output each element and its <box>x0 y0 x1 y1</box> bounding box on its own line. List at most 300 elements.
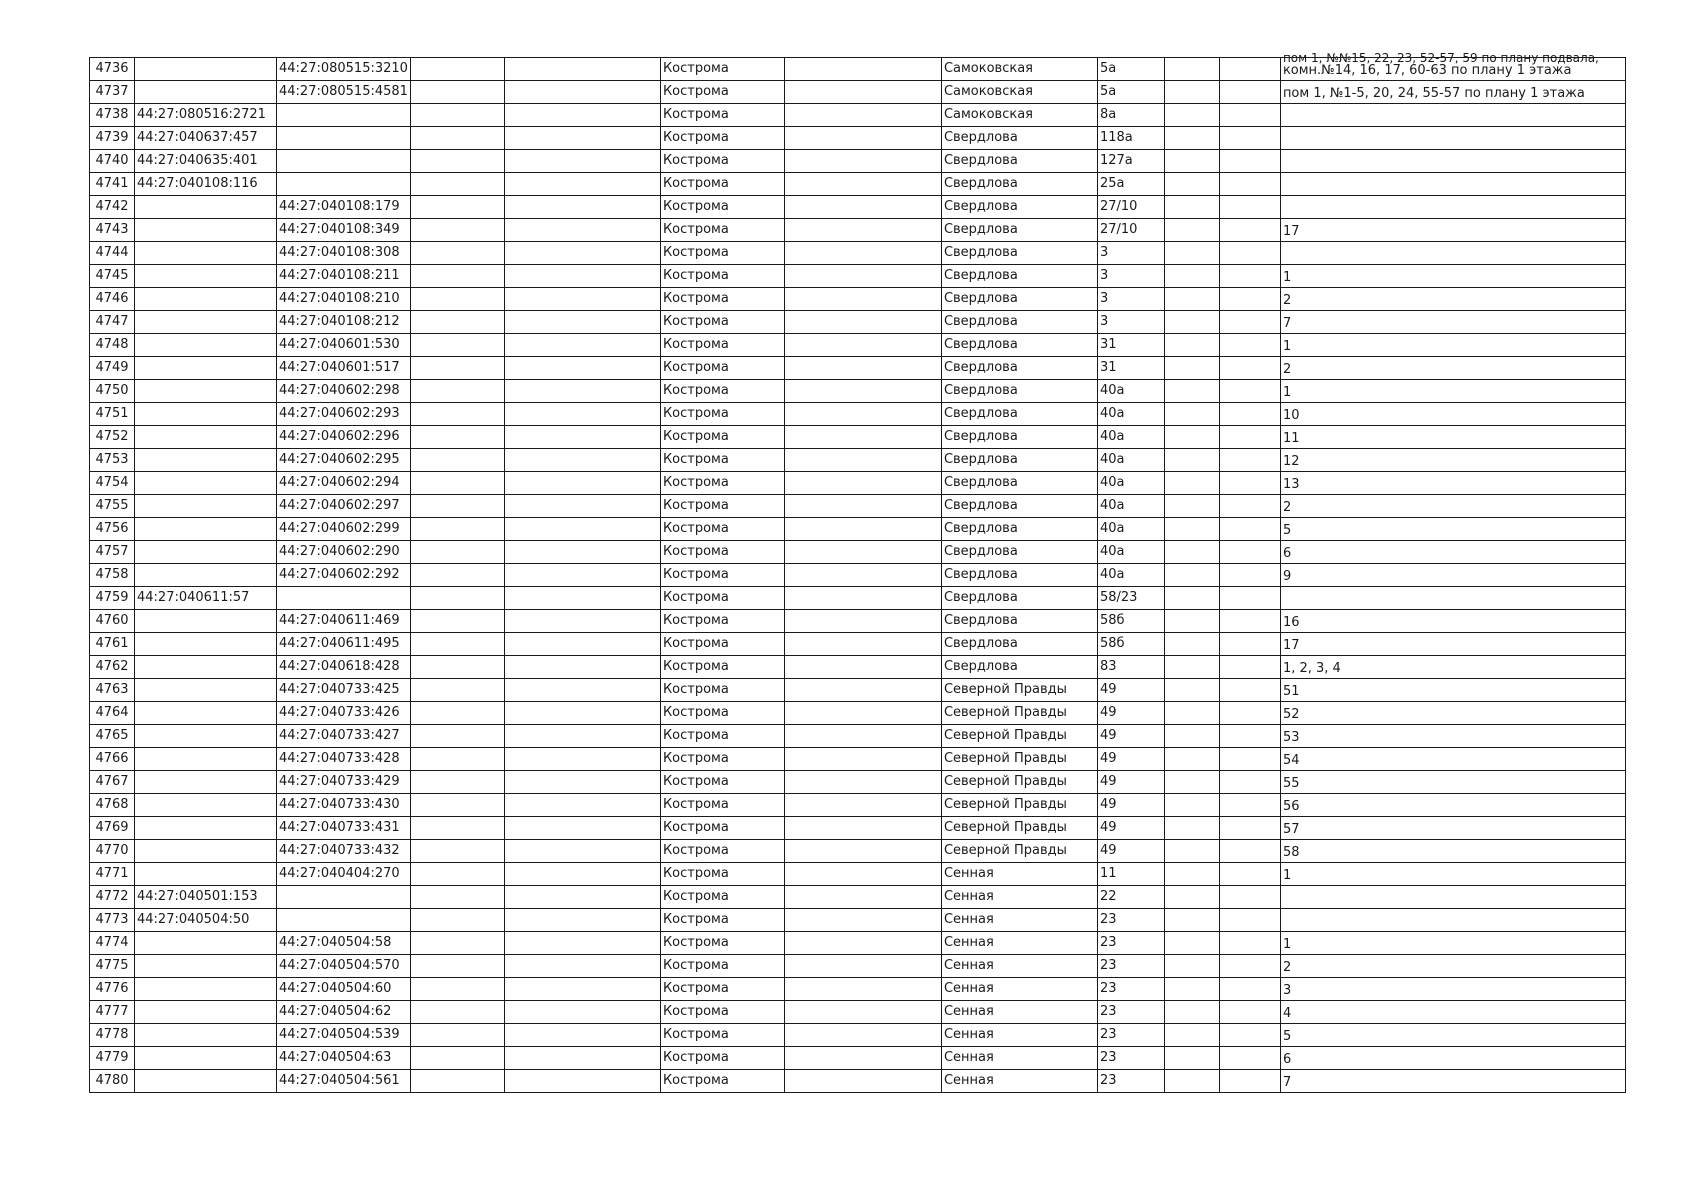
empty-cell <box>784 978 941 1001</box>
city-cell: Кострома <box>660 104 784 127</box>
table-row <box>90 978 1626 1001</box>
empty-cell <box>784 380 941 403</box>
table-row <box>90 104 1626 127</box>
empty-cell <box>410 173 504 196</box>
premises-cadastral-number-cell: 44:27:040404:270 <box>277 863 411 886</box>
clipped-details-text: пом 1, №№15, 22, 23, 52-57, 59 по плану подвала, <box>1282 51 1599 65</box>
empty-cell <box>1164 150 1219 173</box>
empty-cell <box>784 748 941 771</box>
empty-cell <box>1164 748 1219 771</box>
empty-cell <box>784 495 941 518</box>
house-number-cell: 40а <box>1097 426 1164 449</box>
empty-cell <box>504 702 660 725</box>
premises-details-cell: 9 <box>1280 564 1625 587</box>
city-cell: Кострома <box>660 127 784 150</box>
empty-cell <box>1219 817 1280 840</box>
empty-cell <box>504 725 660 748</box>
empty-cell <box>504 334 660 357</box>
empty-cell <box>504 518 660 541</box>
empty-cell <box>504 426 660 449</box>
premises-cadastral-number-cell: 44:27:040618:428 <box>277 656 411 679</box>
building-cadastral-number-cell <box>135 679 277 702</box>
city-cell: Кострома <box>660 541 784 564</box>
house-number-cell: 40а <box>1097 472 1164 495</box>
row-number-cell: 4745 <box>90 265 135 288</box>
table-row <box>90 518 1626 541</box>
building-cadastral-number-cell <box>135 403 277 426</box>
empty-cell <box>410 863 504 886</box>
empty-cell <box>1219 886 1280 909</box>
empty-cell <box>784 909 941 932</box>
empty-cell <box>410 403 504 426</box>
empty-cell <box>410 449 504 472</box>
house-number-cell: 27/10 <box>1097 219 1164 242</box>
empty-cell <box>410 58 504 81</box>
street-cell: Сенная <box>941 909 1097 932</box>
empty-cell <box>1219 955 1280 978</box>
empty-cell <box>784 725 941 748</box>
empty-cell <box>784 518 941 541</box>
city-cell: Кострома <box>660 656 784 679</box>
premises-details-cell: 7 <box>1280 311 1625 334</box>
row-number-cell: 4747 <box>90 311 135 334</box>
house-number-cell: 3 <box>1097 288 1164 311</box>
table-row <box>90 541 1626 564</box>
house-number-cell: 49 <box>1097 748 1164 771</box>
city-cell: Кострома <box>660 679 784 702</box>
premises-details-cell: 53 <box>1280 725 1625 748</box>
empty-cell <box>784 449 941 472</box>
row-number-cell: 4772 <box>90 886 135 909</box>
table-row <box>90 886 1626 909</box>
street-cell: Сенная <box>941 863 1097 886</box>
house-number-cell: 11 <box>1097 863 1164 886</box>
empty-cell <box>410 794 504 817</box>
empty-cell <box>504 219 660 242</box>
city-cell: Кострома <box>660 265 784 288</box>
empty-cell <box>410 817 504 840</box>
building-cadastral-number-cell <box>135 610 277 633</box>
house-number-cell: 83 <box>1097 656 1164 679</box>
house-number-cell: 8а <box>1097 104 1164 127</box>
street-cell: Свердлова <box>941 265 1097 288</box>
city-cell: Кострома <box>660 1047 784 1070</box>
city-cell: Кострома <box>660 58 784 81</box>
premises-details-cell: 55 <box>1280 771 1625 794</box>
empty-cell <box>1219 104 1280 127</box>
house-number-cell: 49 <box>1097 794 1164 817</box>
street-cell: Свердлова <box>941 173 1097 196</box>
premises-cadastral-number-cell: 44:27:040733:425 <box>277 679 411 702</box>
empty-cell <box>1219 863 1280 886</box>
city-cell: Кострома <box>660 748 784 771</box>
row-number-cell: 4778 <box>90 1024 135 1047</box>
house-number-cell: 40а <box>1097 518 1164 541</box>
empty-cell <box>504 840 660 863</box>
premises-details-cell <box>1280 127 1625 150</box>
city-cell: Кострома <box>660 633 784 656</box>
table-row <box>90 748 1626 771</box>
premises-cadastral-number-cell: 44:27:040733:430 <box>277 794 411 817</box>
building-cadastral-number-cell <box>135 932 277 955</box>
city-cell: Кострома <box>660 173 784 196</box>
premises-cadastral-number-cell: 44:27:040733:427 <box>277 725 411 748</box>
premises-details-cell: 57 <box>1280 817 1625 840</box>
premises-cadastral-number-cell <box>277 150 411 173</box>
city-cell: Кострома <box>660 196 784 219</box>
empty-cell <box>784 357 941 380</box>
empty-cell <box>1219 1047 1280 1070</box>
building-cadastral-number-cell: 44:27:040611:57 <box>135 587 277 610</box>
empty-cell <box>1164 771 1219 794</box>
row-number-cell: 4756 <box>90 518 135 541</box>
building-cadastral-number-cell: 44:27:040635:401 <box>135 150 277 173</box>
city-cell: Кострома <box>660 380 784 403</box>
empty-cell <box>1164 518 1219 541</box>
empty-cell <box>504 81 660 104</box>
table-row <box>90 150 1626 173</box>
row-number-cell: 4763 <box>90 679 135 702</box>
house-number-cell: 3 <box>1097 265 1164 288</box>
street-cell: Сенная <box>941 1001 1097 1024</box>
table-row <box>90 840 1626 863</box>
row-number-cell: 4777 <box>90 1001 135 1024</box>
empty-cell <box>1164 334 1219 357</box>
building-cadastral-number-cell: 44:27:040637:457 <box>135 127 277 150</box>
city-cell: Кострома <box>660 242 784 265</box>
premises-cadastral-number-cell <box>277 104 411 127</box>
street-cell: Свердлова <box>941 449 1097 472</box>
table-row <box>90 357 1626 380</box>
premises-details-cell: 17 <box>1280 633 1625 656</box>
street-cell: Северной Правды <box>941 679 1097 702</box>
city-cell: Кострома <box>660 909 784 932</box>
empty-cell <box>504 1001 660 1024</box>
empty-cell <box>784 104 941 127</box>
building-cadastral-number-cell <box>135 633 277 656</box>
empty-cell <box>1164 863 1219 886</box>
building-cadastral-number-cell <box>135 1047 277 1070</box>
empty-cell <box>504 1024 660 1047</box>
premises-details-cell: 58 <box>1280 840 1625 863</box>
row-number-cell: 4741 <box>90 173 135 196</box>
empty-cell <box>410 104 504 127</box>
table-row <box>90 587 1626 610</box>
empty-cell <box>1219 633 1280 656</box>
premises-details-cell: пом 1, №1-5, 20, 24, 55-57 по плану 1 этажа <box>1280 81 1625 104</box>
empty-cell <box>410 656 504 679</box>
street-cell: Свердлова <box>941 334 1097 357</box>
premises-cadastral-number-cell: 44:27:040733:431 <box>277 817 411 840</box>
city-cell: Кострома <box>660 1001 784 1024</box>
building-cadastral-number-cell <box>135 771 277 794</box>
premises-details-cell <box>1280 173 1625 196</box>
empty-cell <box>504 472 660 495</box>
empty-cell <box>1164 610 1219 633</box>
row-number-cell: 4770 <box>90 840 135 863</box>
city-cell: Кострома <box>660 150 784 173</box>
empty-cell <box>784 426 941 449</box>
empty-cell <box>504 909 660 932</box>
row-number-cell: 4758 <box>90 564 135 587</box>
empty-cell <box>784 564 941 587</box>
building-cadastral-number-cell <box>135 472 277 495</box>
premises-cadastral-number-cell: 44:27:040504:539 <box>277 1024 411 1047</box>
premises-cadastral-number-cell: 44:27:040602:292 <box>277 564 411 587</box>
house-number-cell: 40а <box>1097 449 1164 472</box>
building-cadastral-number-cell <box>135 518 277 541</box>
empty-cell <box>504 748 660 771</box>
empty-cell <box>410 725 504 748</box>
details-text: комн.№14, 16, 17, 60-63 по плану 1 этажа <box>1282 63 1572 78</box>
street-cell: Свердлова <box>941 426 1097 449</box>
row-number-cell: 4740 <box>90 150 135 173</box>
empty-cell <box>1164 1001 1219 1024</box>
empty-cell <box>410 196 504 219</box>
city-cell: Кострома <box>660 357 784 380</box>
row-number-cell: 4765 <box>90 725 135 748</box>
table-row <box>90 633 1626 656</box>
empty-cell <box>410 242 504 265</box>
empty-cell <box>784 311 941 334</box>
row-number-cell: 4757 <box>90 541 135 564</box>
table-row <box>90 932 1626 955</box>
city-cell: Кострома <box>660 518 784 541</box>
empty-cell <box>410 426 504 449</box>
empty-cell <box>1219 334 1280 357</box>
street-cell: Свердлова <box>941 403 1097 426</box>
premises-details-cell <box>1280 886 1625 909</box>
empty-cell <box>1219 265 1280 288</box>
building-cadastral-number-cell <box>135 656 277 679</box>
building-cadastral-number-cell <box>135 702 277 725</box>
empty-cell <box>504 449 660 472</box>
premises-cadastral-number-cell: 44:27:040602:296 <box>277 426 411 449</box>
house-number-cell: 23 <box>1097 909 1164 932</box>
empty-cell <box>410 334 504 357</box>
house-number-cell: 3 <box>1097 242 1164 265</box>
empty-cell <box>504 817 660 840</box>
street-cell: Сенная <box>941 978 1097 1001</box>
row-number-cell: 4750 <box>90 380 135 403</box>
table-row <box>90 495 1626 518</box>
street-cell: Северной Правды <box>941 817 1097 840</box>
house-number-cell: 49 <box>1097 817 1164 840</box>
table-row <box>90 242 1626 265</box>
empty-cell <box>784 587 941 610</box>
city-cell: Кострома <box>660 840 784 863</box>
premises-details-cell <box>1280 242 1625 265</box>
building-cadastral-number-cell <box>135 817 277 840</box>
table-row <box>90 173 1626 196</box>
premises-details-cell: 51 <box>1280 679 1625 702</box>
city-cell: Кострома <box>660 472 784 495</box>
premises-details-cell: 3 <box>1280 978 1625 1001</box>
empty-cell <box>1164 58 1219 81</box>
table-row <box>90 403 1626 426</box>
premises-details-cell: 6 <box>1280 541 1625 564</box>
city-cell: Кострома <box>660 725 784 748</box>
premises-cadastral-number-cell: 44:27:040733:429 <box>277 771 411 794</box>
empty-cell <box>410 909 504 932</box>
row-number-cell: 4775 <box>90 955 135 978</box>
empty-cell <box>504 794 660 817</box>
premises-cadastral-number-cell <box>277 886 411 909</box>
street-cell: Сенная <box>941 886 1097 909</box>
premises-cadastral-number-cell: 44:27:040733:426 <box>277 702 411 725</box>
empty-cell <box>504 541 660 564</box>
empty-cell <box>784 863 941 886</box>
row-number-cell: 4751 <box>90 403 135 426</box>
empty-cell <box>784 1070 941 1093</box>
table-row <box>90 380 1626 403</box>
premises-cadastral-number-cell: 44:27:040602:299 <box>277 518 411 541</box>
empty-cell <box>1219 518 1280 541</box>
street-cell: Свердлова <box>941 311 1097 334</box>
empty-cell <box>784 288 941 311</box>
empty-cell <box>784 219 941 242</box>
row-number-cell: 4759 <box>90 587 135 610</box>
empty-cell <box>504 1070 660 1093</box>
city-cell: Кострома <box>660 817 784 840</box>
premises-details-cell: 13 <box>1280 472 1625 495</box>
empty-cell <box>410 288 504 311</box>
table-row <box>90 679 1626 702</box>
empty-cell <box>1164 403 1219 426</box>
street-cell: Свердлова <box>941 564 1097 587</box>
table-row <box>90 81 1626 104</box>
premises-cadastral-number-cell: 44:27:040108:308 <box>277 242 411 265</box>
premises-cadastral-number-cell: 44:27:080515:4581 <box>277 81 411 104</box>
table-row <box>90 1047 1626 1070</box>
street-cell: Сенная <box>941 1024 1097 1047</box>
empty-cell <box>410 679 504 702</box>
building-cadastral-number-cell <box>135 265 277 288</box>
city-cell: Кострома <box>660 702 784 725</box>
empty-cell <box>1164 702 1219 725</box>
table-row <box>90 219 1626 242</box>
row-number-cell: 4779 <box>90 1047 135 1070</box>
empty-cell <box>1219 380 1280 403</box>
house-number-cell: 58б <box>1097 633 1164 656</box>
house-number-cell: 25а <box>1097 173 1164 196</box>
house-number-cell: 23 <box>1097 1047 1164 1070</box>
premises-cadastral-number-cell: 44:27:040601:517 <box>277 357 411 380</box>
premises-details-cell: 2 <box>1280 955 1625 978</box>
empty-cell <box>1219 771 1280 794</box>
table-row <box>90 1001 1626 1024</box>
house-number-cell: 49 <box>1097 679 1164 702</box>
city-cell: Кострома <box>660 863 784 886</box>
street-cell: Свердлова <box>941 587 1097 610</box>
empty-cell <box>1164 449 1219 472</box>
house-number-cell: 5а <box>1097 58 1164 81</box>
empty-cell <box>1164 541 1219 564</box>
street-cell: Свердлова <box>941 495 1097 518</box>
premises-cadastral-number-cell: 44:27:040108:179 <box>277 196 411 219</box>
empty-cell <box>1219 541 1280 564</box>
row-number-cell: 4752 <box>90 426 135 449</box>
premises-cadastral-number-cell <box>277 587 411 610</box>
empty-cell <box>504 932 660 955</box>
empty-cell <box>504 679 660 702</box>
empty-cell <box>1164 472 1219 495</box>
empty-cell <box>504 978 660 1001</box>
premises-cadastral-number-cell: 44:27:040504:570 <box>277 955 411 978</box>
empty-cell <box>784 265 941 288</box>
building-cadastral-number-cell <box>135 978 277 1001</box>
empty-cell <box>410 357 504 380</box>
empty-cell <box>410 541 504 564</box>
empty-cell <box>1164 426 1219 449</box>
empty-cell <box>1219 794 1280 817</box>
building-cadastral-number-cell <box>135 541 277 564</box>
empty-cell <box>504 150 660 173</box>
house-number-cell: 49 <box>1097 840 1164 863</box>
empty-cell <box>1164 242 1219 265</box>
city-cell: Кострома <box>660 426 784 449</box>
empty-cell <box>410 587 504 610</box>
building-cadastral-number-cell <box>135 426 277 449</box>
house-number-cell: 23 <box>1097 1070 1164 1093</box>
empty-cell <box>784 196 941 219</box>
house-number-cell: 118а <box>1097 127 1164 150</box>
empty-cell <box>1219 150 1280 173</box>
building-cadastral-number-cell <box>135 380 277 403</box>
house-number-cell: 40а <box>1097 541 1164 564</box>
row-number-cell: 4776 <box>90 978 135 1001</box>
empty-cell <box>410 702 504 725</box>
premises-cadastral-number-cell <box>277 173 411 196</box>
row-number-cell: 4739 <box>90 127 135 150</box>
empty-cell <box>784 81 941 104</box>
table-row <box>90 817 1626 840</box>
house-number-cell: 40а <box>1097 564 1164 587</box>
building-cadastral-number-cell: 44:27:040108:116 <box>135 173 277 196</box>
table-row <box>90 334 1626 357</box>
table-row <box>90 725 1626 748</box>
street-cell: Северной Правды <box>941 702 1097 725</box>
empty-cell <box>784 173 941 196</box>
street-cell: Свердлова <box>941 656 1097 679</box>
premises-details-cell: 1 <box>1280 932 1625 955</box>
premises-cadastral-number-cell: 44:27:040108:349 <box>277 219 411 242</box>
empty-cell <box>1164 1047 1219 1070</box>
empty-cell <box>410 932 504 955</box>
empty-cell <box>784 127 941 150</box>
empty-cell <box>410 955 504 978</box>
empty-cell <box>1219 1001 1280 1024</box>
empty-cell <box>1164 311 1219 334</box>
premises-details-cell: 11 <box>1280 426 1625 449</box>
row-number-cell: 4762 <box>90 656 135 679</box>
house-number-cell: 31 <box>1097 334 1164 357</box>
table-row <box>90 564 1626 587</box>
premises-details-cell: 7 <box>1280 1070 1625 1093</box>
city-cell: Кострома <box>660 219 784 242</box>
city-cell: Кострома <box>660 311 784 334</box>
row-number-cell: 4767 <box>90 771 135 794</box>
street-cell: Свердлова <box>941 288 1097 311</box>
table-row <box>90 426 1626 449</box>
city-cell: Кострома <box>660 955 784 978</box>
premises-details-cell: 56 <box>1280 794 1625 817</box>
premises-details-cell: 1 <box>1280 334 1625 357</box>
empty-cell <box>1219 288 1280 311</box>
premises-details-cell: 1 <box>1280 380 1625 403</box>
empty-cell <box>784 541 941 564</box>
empty-cell <box>1164 564 1219 587</box>
